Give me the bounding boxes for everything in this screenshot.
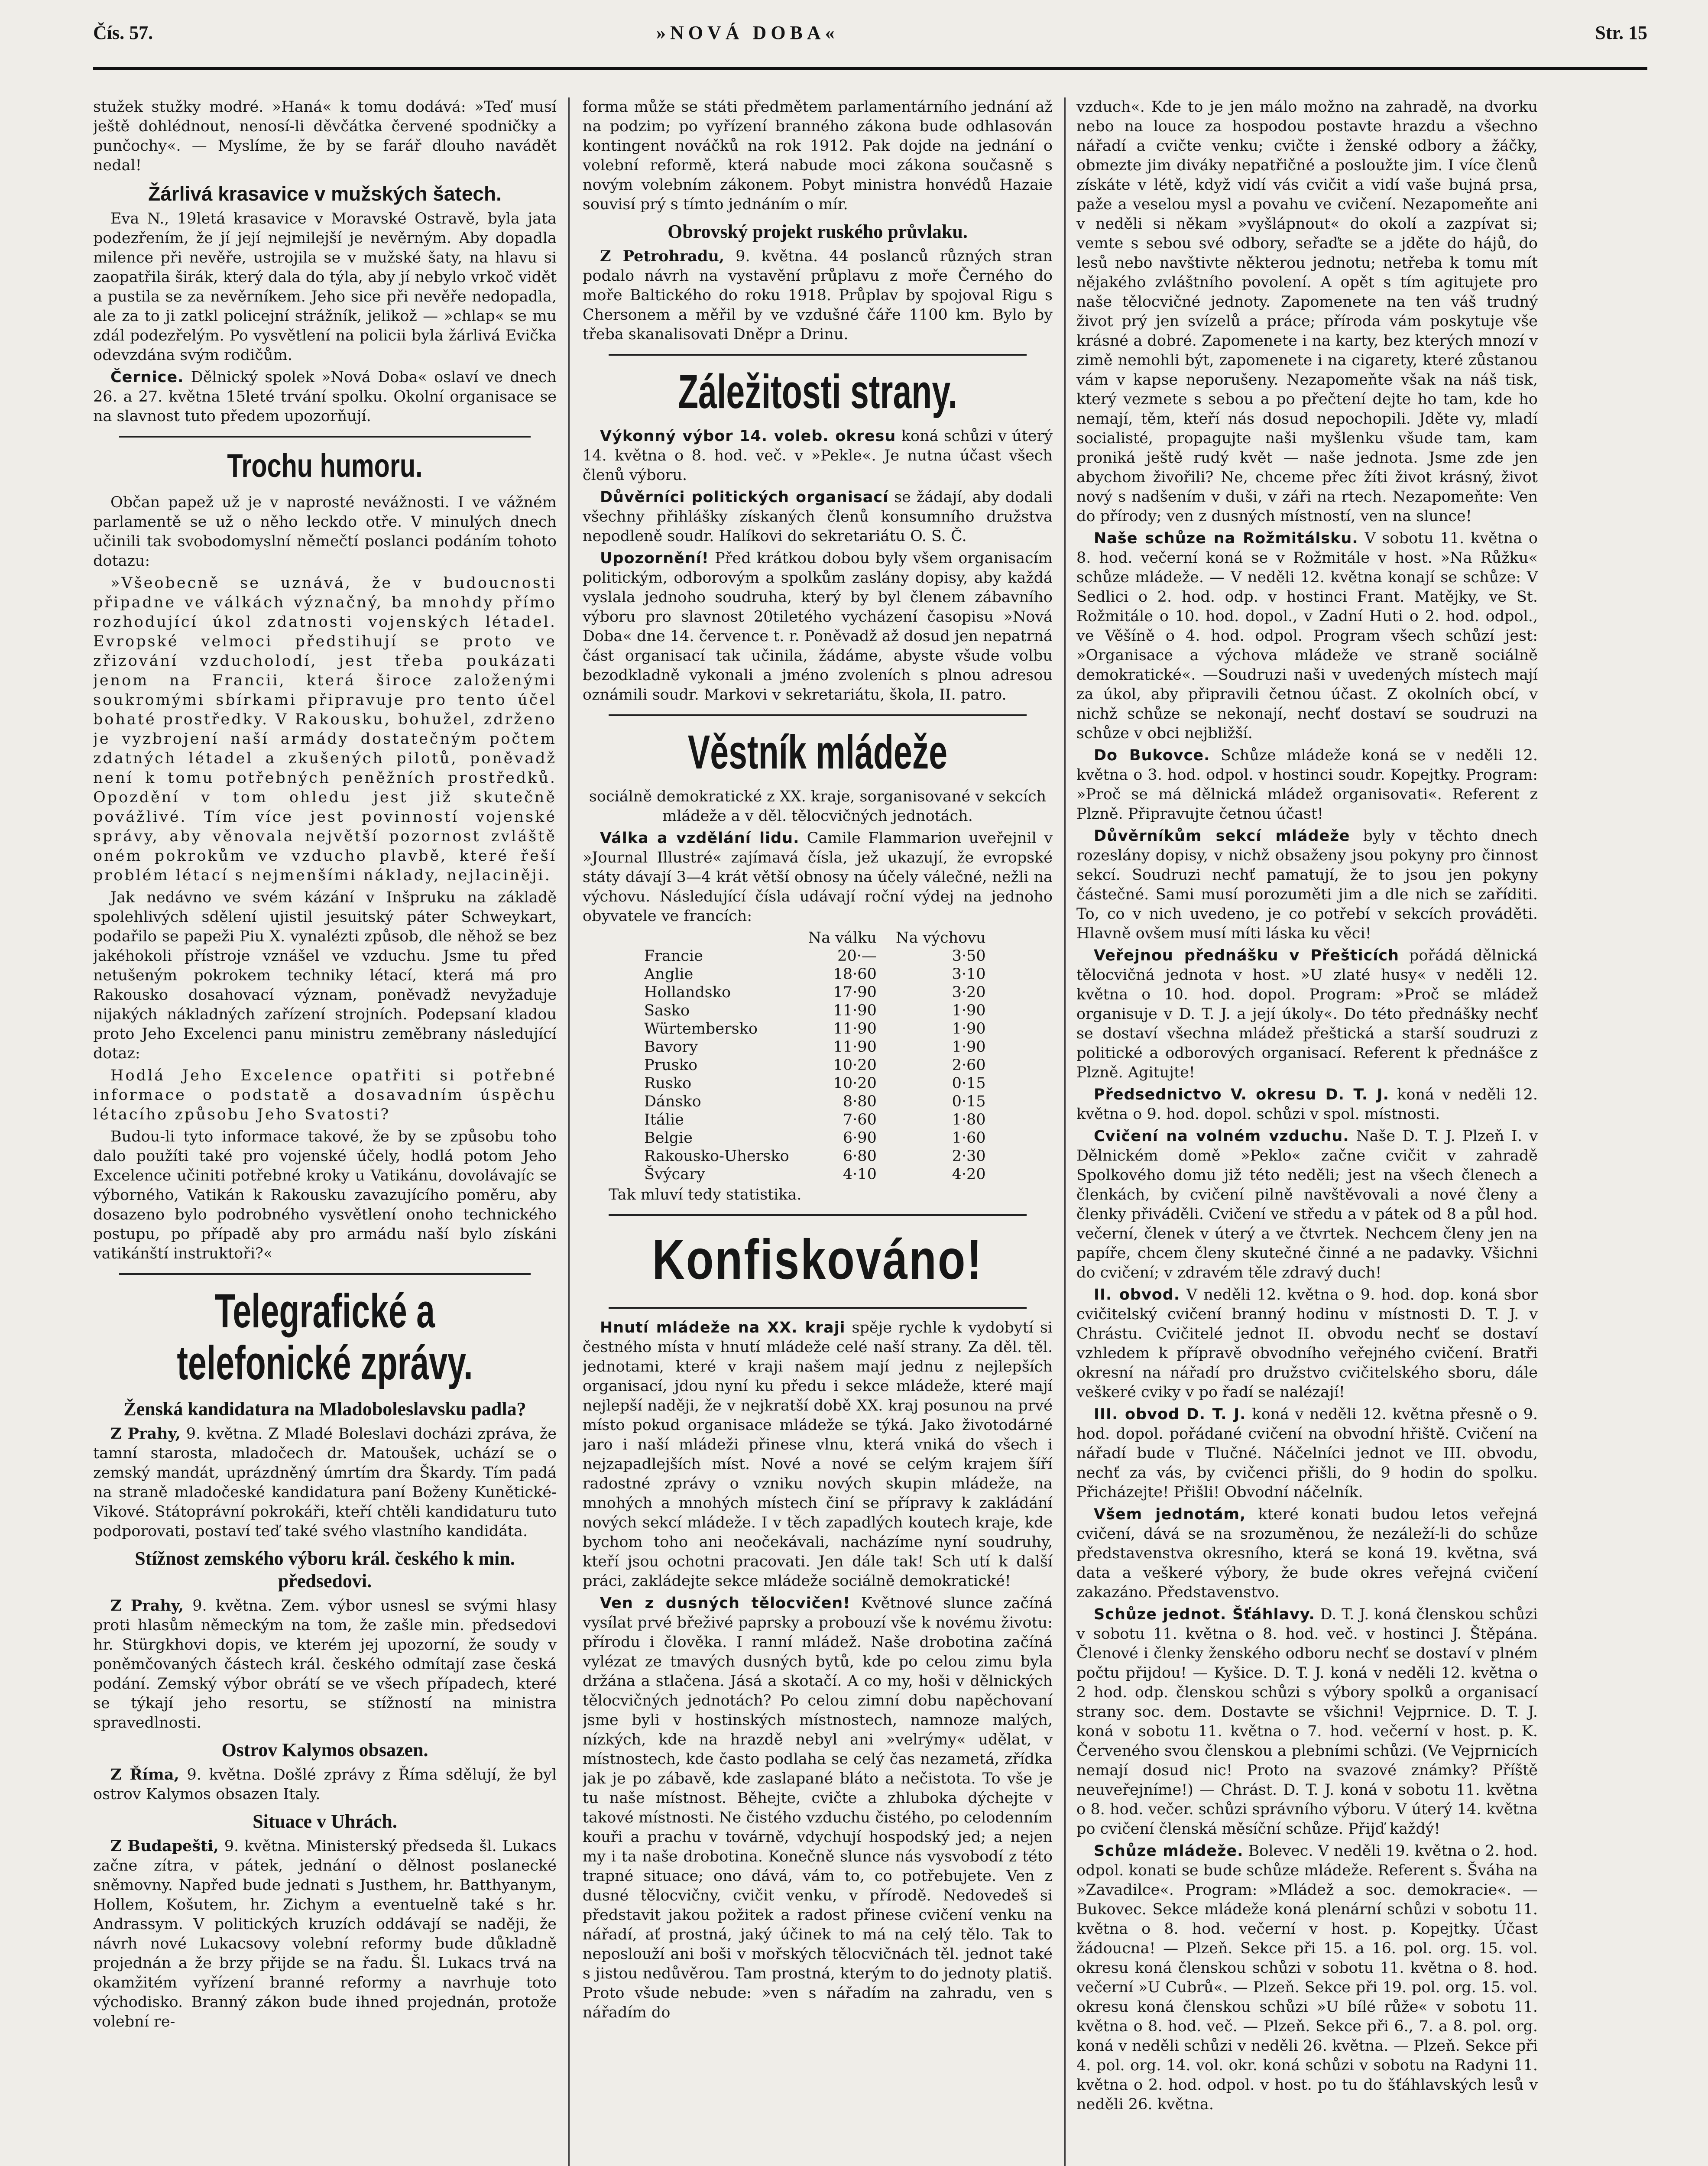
paragraph-text: Camile Flammarion uveřejnil v »Journal Illustré« zajímavá čísla, jež ukazují, že evropské státy dávají 3—4 krát větší obnosy na účely válečné, nežli na výchovu. Následující čísla udávají roční výdej na jednoho obyvatele ve francích: [583, 830, 1053, 925]
education-spending-cell: 0·15 [952, 1093, 986, 1110]
issue-number: Čís. 57. [93, 22, 153, 43]
table-row [635, 1038, 995, 1056]
paragraph-text: koná v neděli 12. května o 9. hod. dopol. schůzi v spol. místnosti. [1076, 1086, 1538, 1123]
section-rule [609, 354, 1027, 356]
war-spending-cell: 6·90 [843, 1129, 877, 1147]
column-separator [1064, 97, 1066, 2166]
paragraph-text: se žádají, aby dodali všechny přihlášky získaných členů konsumního družstva nepodleně soudr. Halíkovi do sekretariátu O. S. Č. [583, 489, 1053, 545]
paragraph-lead: Veřejnou přednášku v Přešticích [1094, 947, 1399, 964]
country-cell: Rakousko-Uhersko [644, 1148, 789, 1165]
table-row [635, 1002, 995, 1020]
education-spending-cell: 1·90 [952, 1038, 986, 1056]
article-paragraph [1076, 1505, 1538, 1602]
country-cell: Švýcary [644, 1166, 705, 1183]
war-spending-cell: 18·60 [833, 966, 877, 983]
education-spending-cell: 3·20 [952, 984, 986, 1001]
article-paragraph: Budou-li tyto informace takové, že by se způsobu toho dalo použíti také pro vojenské účely, hodlá potom Jeho Excelence učiniti potřebné kroky u Vatikánu, dovolávajíc se výborného, Vatikán k Rakousku zavazujícího poměru, aby dosazeno bylo podrobného vysvětlení onoho technického postupu, po případě aby pro armádu naší bylo získáni vatikánští instruktoři?« [93, 1128, 557, 1262]
section-rule [119, 1273, 531, 1275]
war-spending-cell: 4·10 [843, 1166, 877, 1183]
war-spending-cell: 11·90 [833, 1038, 877, 1056]
section-heading: Telegrafické a telefonické zprávy. [177, 1284, 473, 1390]
paragraph-lead: Naše schůze na Rožmitálsku. [1094, 530, 1358, 547]
news-paragraph [93, 1596, 557, 1733]
table-header-blank [635, 929, 799, 947]
header-rule [93, 67, 1647, 70]
paragraph-text: 9. května. 44 poslanců různých stran podalo návrh na vystavění průplavu z moře Černého do moře Baltického do roku 1918. Průplav by spojoval Rigu s Chersonem a měřil by ve vzdušné čáře 1100 km. Bylo by třeba skanalisovati Dněpr a Drinu. [583, 248, 1053, 343]
table-row [635, 1111, 995, 1129]
article-paragraph [1076, 1405, 1538, 1502]
section-heading: Trochu humoru. [227, 447, 423, 484]
paragraph-lead: Hnutí mládeže na XX. kraji [600, 1319, 846, 1336]
masthead-title: »NOVÁ DOBA« [656, 22, 839, 43]
war-spending-cell: 6·80 [843, 1148, 877, 1165]
article-heading: Žárlivá krasavice v mužských šatech. [148, 182, 502, 205]
table-row [635, 1074, 995, 1093]
article-continuation: forma může se státi předmětem parlamentárního jednání až na podzim; po vyřízení branného zákona bude odhlasován kontingent nováčků na rok 1912. Pak dojde na jednání o volební reformě, která nabude moci zákona současně s novým volebním zákonem. Pobyt ministra honvédů Hazaie souvisí prý s tímto jednáním o mír. [583, 98, 1053, 213]
article-paragraph [1076, 827, 1538, 944]
country-cell: Würtembersko [644, 1020, 758, 1038]
column-separator [568, 97, 570, 2166]
education-spending-cell: 1·80 [952, 1111, 986, 1128]
article-paragraph [1076, 1605, 1538, 1839]
article-paragraph: Hodlá Jeho Excelence opatřiti si potřebné informace o podstatě a dosavadním úspěchu létacího způsobu Jeho Svatosti? [93, 1067, 557, 1123]
war-spending-cell: 10·20 [833, 1075, 877, 1092]
education-spending-cell: 3·50 [952, 947, 986, 965]
paragraph-text: které konati budou letos veřejná cvičení, dává se na srozuměnou, že nezáleží-li do schůze představenstva okresního, která se koná 19. května, svá data a veškeré výbory, že bude okres veřejná cvičení zakazáno. Představenstvo. [1076, 1506, 1538, 1601]
paragraph-lead: Důvěrníci politických organisací [600, 489, 889, 506]
article-paragraph [1076, 746, 1538, 824]
paragraph-text: Květnové slunce začíná vysílat prvé břeživé paprsky a probouzí vše k novému životu: přírodu i člověka. I ranní mládež. Naše drobotina začíná vylézat ze tmavých dusných bytů, kde po celou zimu byla držána a stlačena. Jásá a skotačí. A co my, hoši v dělnických tělocvičných jednotách? Po celou zimní dobu napěchovaní jsme byli v hostinských místnostech, namnoze malých, nízkých, kde na hrazdě nebyl ani »velrýmy« udělat, v místnostech, kde často podlaha se celý čas nezametá, zřídka jak je po zábavě, kde zaslapané bláto a nečistota. To vše je tu naše místnost. Běhejte, cvičte a zhluboka dýchejte v takové místnosti. Ne čistého vzduchu čistého, po celodenním kouři a prachu v továrně, vdychují hospodský jed; a nejen my i ta naše drobotina. Konečně slunce nás vysvobodí z této trapné situace; ono dává, vám to, co potřebujete. Ven z dusné tělocvičny, cvičit venku, v přírodě. Nedovedeš si představit jakou požitek a radost přinese cvičení venku na nářadí, ať prostná, jaký účinek to má na celý tělo. Tak to neposlouží ani boši v mořských tělocvičnách těl. jednot také s jistou nedůvěrou. Tam prostná, kterým to do jednoty platiš. Proto všude nebude: »ven s nářadím na zahradu, ven s nářadím do [583, 1595, 1053, 2021]
article-paragraph [93, 368, 557, 426]
table-header-row [635, 929, 995, 947]
paragraph-text: 9. května. Ministerský předseda šl. Lukacs začne zítra, v pátek, jednání o dělnost poslanecké sněmovny. Napřed bude jednati s Justhem, hr. Batthyanym, Hollem, Košutem, hr. Zichym a eventuelně také s hr. Andrassym. V politických kruzích oddávají se naději, že návrh nové Lukacsovy volební reformy bude důkladně projednán a že brzy přijde se na řadu. Šl. Lukacs trvá na okamžitém vyřízení branné reformy a navrhuje toto východisko. Branný zákon bude ihned projednán, protože volební re- [93, 1838, 557, 2030]
education-spending-cell: 1·60 [952, 1129, 986, 1147]
table-header: Na válku [808, 929, 877, 947]
dateline: Z Říma, [110, 1766, 179, 1783]
table-row [635, 1020, 995, 1038]
war-spending-cell: 10·20 [833, 1057, 877, 1074]
paragraph-lead: Výkonný výbor 14. volеb. okresu [600, 428, 896, 445]
section-rule [609, 1307, 1027, 1309]
news-subheading: Obrovský projekt ruského průvlaku. [668, 221, 968, 242]
news-paragraph [93, 1765, 557, 1804]
dateline: Z Prahy, [110, 1425, 181, 1443]
table-row [635, 1056, 995, 1074]
column-1 [93, 97, 557, 2166]
country-cell: Anglie [644, 966, 694, 983]
expenditure-table [635, 929, 995, 1184]
table-row [635, 947, 995, 965]
country-cell: Prusko [644, 1057, 698, 1074]
article-paragraph [583, 549, 1053, 705]
table-row [635, 1093, 995, 1111]
article-paragraph [1076, 946, 1538, 1083]
war-spending-cell: 20·— [837, 947, 877, 965]
article-paragraph [583, 1318, 1053, 1591]
page-number: Str. 15 [1595, 22, 1647, 43]
table-row [635, 1165, 995, 1184]
news-paragraph [93, 1836, 557, 2032]
article-paragraph [1076, 1127, 1538, 1283]
education-spending-cell: 4·20 [952, 1166, 986, 1183]
paragraph-lead: Válka a vzdělání lidu. [600, 830, 800, 847]
article-paragraph [1076, 1085, 1538, 1124]
table-note: Tak mluví tedy statistika. [609, 1186, 802, 1203]
country-cell: Francie [644, 947, 703, 965]
article-paragraph: Občan papež už je v naprosté nevážnosti. I ve vážném parlamentě se už o něho leckdo otře. V minulých dnech učinili tak svobodomyslní němečtí poslanci podáním tohoto dotazu: [93, 494, 557, 570]
paragraph-text: Před krátkou dobou byly všem organisacím politickým, odborovým a spolkům zaslány dopisy, aby každá vyslala jednoho soudruha, který by byl členem zábavního výboru pro slavnost 20tiletého vycházení časopisu »Nová Doba« dne 14. července t. r. Poněvadž až dosud jen nepatrná část organisací tak učinila, žádáme, abyste všude volbu bezodkladně vykonali a jméno zvoleních s plnou adresou oznámili soudr. Markovi v sekretariátu, škola, II. patro. [583, 550, 1053, 704]
war-spending-cell: 11·90 [833, 1002, 877, 1019]
table-header: Na výchovu [895, 929, 986, 947]
confiscated-notice: Konfiskováno! [652, 1228, 983, 1291]
news-paragraph [93, 1424, 557, 1541]
paragraph-text: Schůze mládeže koná se v neděli 12. května o 3. hod. odpol. v hostinci soudr. Kopejtky. Program: »Proč se má dělnická mládež organisovati«. Referent z Plzně. Připravujte četnou účast! [1076, 747, 1538, 823]
section-heading: Věstník mládeže [687, 726, 948, 779]
news-subheading: Situace v Uhrách. [253, 1811, 397, 1832]
education-spending-cell: 2·30 [952, 1148, 986, 1165]
paragraph-lead: Ven z dusných tělocvičen! [600, 1595, 851, 1612]
article-paragraph [583, 829, 1053, 926]
education-spending-cell: 1·90 [952, 1020, 986, 1038]
country-cell: Rusko [644, 1075, 692, 1092]
paragraph-lead: Upozornění! [600, 550, 709, 567]
paragraph-text: koná schůzi v úterý 14. května o 8. hod. več. v »Pekle«. Je nutna účast všech členů výboru. [583, 428, 1053, 484]
war-spending-cell: 17·90 [833, 984, 877, 1001]
article-paragraph [583, 1594, 1053, 2023]
paragraph-text: 9. května. Z Mladé Boleslavi docházi zpráva, že tamní starosta, mladočech dr. Matoušek, uchází se o zemský mandát, uprázdněný úmrtím dra Škardy. Tím padá na straně mladočeské kandidatura paní Boženy Kunětické-Vikové. Státoprávní pokrokáři, kteří chtěli kandidaturu tuto podporovati, postaví teď také svého vlastního kandidáta. [93, 1425, 557, 1540]
paragraph-lead: Do Bukovce. [1094, 747, 1210, 764]
paragraph-lead: Schůze jednot. Šťáhlavy. [1094, 1606, 1315, 1623]
paragraph-text: koná v neděli 12. května přesně o 9. hod. dopol. pořádané cvičení na obvodní hřiště. Cvičení na nářadí bude v Tlučné. Náčelníci jednot ve III. obvodu, nechť za vás, by cvičenci přišli, do 9 hodin do spolku. Přicházejte! Přišli! Obvodní náčelník. [1076, 1406, 1538, 1501]
paragraph-lead: Všem jednotám, [1094, 1506, 1246, 1523]
paragraph-lead: Důvěrníkům sekcí mládeže [1094, 827, 1350, 845]
paragraph-lead: Černice. [110, 369, 184, 386]
page-header [93, 17, 1647, 65]
paragraph-lead: II. obvod. [1094, 1286, 1180, 1303]
country-cell: Bavory [644, 1038, 698, 1056]
section-heading: Záležitosti strany. [678, 365, 957, 418]
country-cell: Belgie [644, 1129, 693, 1147]
table-row [635, 965, 995, 983]
column-3 [1076, 97, 1538, 2166]
paragraph-lead: Cvičení na volném vzduchu. [1094, 1128, 1349, 1145]
country-cell: Itálie [644, 1111, 684, 1128]
article-paragraph [1076, 1842, 1538, 2114]
news-paragraph [583, 246, 1053, 344]
section-rule [609, 1214, 1027, 1216]
education-spending-cell: 3·10 [952, 966, 986, 983]
table-row [635, 983, 995, 1002]
article-continuation: vzduch«. Kde to je jen málo možno na zahradě, na dvorku nebo na louce za hospodou postavte hrazdu a všechno nářadí a cvičte venku; cvičte i ženské odbory a žáčky, obmezte jim diváky nepatřičné a posloužte jim. I více členů získáte v létě, když vidí vás cvičit a vidí vaše bujná prsa, paže a veselou mysl a povahu ve cvičení. Nezapomeňte ani v neděli si někam »vyšlápnout« do okolí a zazpívat si; vemte s sebou své odbory, seřaďte se a jděte do hájů, do lesů nebo navštivte některou jednotu; netřeba k tomu mít nějakého zvláštního povolení. A opět s tím agitujete pro naše tělocvičné jednoty. Zapomenete na ten váš trudný život prý jen svízelů a práce; příroda vám poskytuje vše krásné a dobré. Zapomenete i na karty, bez kterých mnozí v zimě nemohli být, zapomenete i na cigarety, které zůstanou vám v kapse neporušeny. Nezapomeňte však na náš tisk, který vezmete s sebou a po přečtení dejte ho tam, kde ho nemají, těm, kteří nás dosud nepochopili. Jděte vy, mladí socialisté, propagujte naši myšlenku všude tam, kam proniká ještě rudý květ — naše jednota. Jsme zde jen abychom živořili? Ne, chceme přec žíti život krásný, život nový s nadšením v duši, v záři na rtech. Nezapomeňte: Ven do přírody; ven z dusných místností, ven na slunce! [1076, 98, 1538, 525]
paragraph-text: Dělnický spolek »Nová Doba« oslaví ve dnech 26. a 27. května 15leté trvání spolku. Okolní organisace se na slavnost tuto předem upozorňují. [93, 369, 557, 425]
paragraph-text: byly v těchto dnech rozeslány dopisy, v nichž obsaženy jsou pokyny pro činnost sekcí. Soudruzi nechť pamatují, že to jsou jen pokyny částečné. Sami musí porozuměti jim a dle nich se zaříditi. To, co v nich uvedeno, je co potřebí v sekcích prováděti. Hlavně ovšem musí míti láska ku věci! [1076, 827, 1538, 942]
news-subheading: Stížnost zemského výboru král. českého k min. předsedovi. [135, 1548, 515, 1592]
article-paragraph [1076, 529, 1538, 743]
article-paragraph: Jak nedávno ve svém kázání v Inšpruku na základě spolehlivých sdělení ujistil jesuitský páter Schweykart, podařilo se papeži Piu X. vynalézti způsob, dle něhož se bez jakéhokoli přístroje vznášel ve vzduchu. Jsme tu před netušeným pokrokem techniky létací, která má pro Rakousko dosahovací význam, poněvadž nevyžaduje nijakých nákladných zařízení strojních. Podepsaní kladou proto Jeho Excelenci panu ministru zeměbrany následující dotaz: [93, 889, 557, 1062]
article-continuation: stužek stužky modré. »Haná« k tomu dodává: »Teď musí ještě dohlédnout, nenosí-li děvčátka červené spodničky a punčochy«. — Myslíme, že by se farář dlouho navádět nedal! [93, 98, 557, 174]
paragraph-text: 9. května. Zem. výbor usnesl se svými hlasy proti hlasům německým na tom, že zašle min. předsedovi hr. Stürgkhovi dopis, ve kterém jej upozorní, že soudy v poněmčovaných částech král. českého odmítají zase česká podání. Zemský výbor obrátí se ve všech případech, které se týkají jeho resortu, se stížností na ministra spravedlnosti. [93, 1597, 557, 1732]
section-subtitle: sociálně demokratické z XX. kraje, sorganisované v sekcích mládeže a v děl. tělocvičných jednotách. [589, 788, 1047, 825]
paragraph-lead: III. obvod D. T. J. [1094, 1406, 1246, 1423]
dateline: Z Prahy, [110, 1597, 184, 1615]
country-cell: Dánsko [644, 1093, 701, 1110]
article-paragraph [583, 427, 1053, 485]
table-row [635, 1147, 995, 1165]
war-spending-cell: 7·60 [843, 1111, 877, 1128]
paragraph-text: pořádá dělnická tělocvičná jednota v host. »U zlaté husy« v neděli 12. května o 10. hod. dopol. Program: »Proč se mládež organisuje v D. T. J. a její úkoly«. Do této přednášky nechť se dostaví všechna mládež přeštická a starší soudruzi z politické a odborových organisací. Referent k přednášce z Plzně. Agitujte! [1076, 947, 1538, 1081]
article-paragraph: Eva N., 19letá krasavice v Moravské Ostravě, byla jata podezřením, že jí její nejmilejší je nevěrným. Aby dopadla milence při nevěře, ustrojila se v mužské šaty, na hlavu si zaopatřila širák, který dala do týla, aby jí nebylo vrkoč vidět a pustila se za nevěrníkem. Jeho sice při nevěře nedopadla, ale za to ji zatkl policejní strážník, jelikož — »chlap« se mu zdál podezřelým. Po vysvětlení na policii byla žárlivá Evička odevzdána svým rodičům. [93, 210, 557, 364]
war-spending-cell: 8·80 [843, 1093, 877, 1110]
table-row [635, 1129, 995, 1147]
section-rule [609, 714, 1027, 716]
article-paragraph [583, 488, 1053, 546]
education-spending-cell: 0·15 [952, 1075, 986, 1092]
section-rule [119, 436, 531, 438]
news-subheading: Ostrov Kalymos obsazen. [221, 1739, 428, 1761]
article-paragraph: »Všeobecně se uznává, že v budoucnosti připadne ve válkách význačný, ba mnohdy přímo rozhodující úkol zdatnosti vojenských létadel. Evropské velmoci předstihují se proto ve zřizování vzducholodí, jest třeba poukázati jenom na Francii, která široce založenými soukromými sbírkami připravuje pro tento účel bohaté prostředky. V Rakousku, bohužel, zdrženo je vyzbrojení naší armády dostatečným počtem zdatných létadel a zkušených pilotů, poněvadž není k tomu potřebných peněžních prostředků. Opozdění v tom ohledu jest již skutečně povážlivé. Tím více jest povinností vojenské správy, aby věnovala největší pozornost zvláště oném pokrokům ve vzducho plavbě, které řeší problém létací s nejmenšími náklady, nejlaciněji. [93, 574, 557, 884]
paragraph-text: 9. května. Došlé zprávy z Říma sdělují, že byl ostrov Kalymos obsazen Italy. [93, 1766, 557, 1803]
dateline: Z Petrohradu, [600, 247, 725, 265]
paragraph-text: Bolevec. V neděli 19. května o 2. hod. odpol. konati se bude schůze mládeže. Referent s. Šváha na »Zavadilce«. Program: »Mládež a soc. demokracie«. — Bukovec. Sekce mládeže koná plenární schůzi v sobotu 11. května o 8. hod. večerní v host. p. Kopejtky. Účast žádoucna! — Plzeň. Sekce při 15. a 16. pol. org. 15. vol. okresu koná členskou schůzi v sobotu 11. května o 8. hod. večerní »U Cubrů«. — Plzeň. Sekce při 19. pol. org. 15. vol. okresu koná členskou schůzi »U bílé růže« v sobotu 11. května o 8. hod. več. — Plzeň. Sekce při 6., 7. a 8. pol. org. koná v neděli schůzi v neděli 26. května. — Plzeň. Sekce při 4. pol. org. 14. vol. okr. koná schůzi v sobotu na Radyni 11. května o 2. hod. odpol. v host. po tu do šťáhlavských lesů v neděli 26. května. [1076, 1842, 1538, 2113]
column-2 [583, 97, 1053, 2166]
country-cell: Sasko [644, 1002, 690, 1019]
education-spending-cell: 1·90 [952, 1002, 986, 1019]
paragraph-lead: Předsednictvo V. okresu D. T. J. [1094, 1086, 1389, 1103]
news-subheading: Ženská kandidatura na Mladoboleslavsku padla? [123, 1398, 526, 1420]
article-paragraph [1076, 1285, 1538, 1402]
paragraph-text: V neděli 12. května o 9. hod. dop. koná sbor cvičitelský cvičení branný hodinu v místnosti D. T. J. v Chrástu. Cvičitelé jednot II. obvodu nechť se dostaví vzhledem k přípravě obvodního veřejného cvičení. Bratři okresní na nářadí pro družstvo cvičitelského sboru, dále veškeré cviky v po řadí se nalézají! [1076, 1286, 1538, 1401]
war-spending-cell: 11·90 [833, 1020, 877, 1038]
paragraph-text: D. T. J. koná členskou schůzi v sobotu 11. května o 8. hod. več. v hostinci J. Štěpána. Členové i členky ženského odboru nechť se dostaví v plném počtu přijdou! — Kyšice. D. T. J. koná v neděli 12. května o 2 hod. odp. členskou schůzi s výbory spolků a organisací strany soc. dem. Dostavte se všichni! Vejprnice. D. T. J. koná v sobotu 11. května o 7. hod. večerní v host. p. K. Červeného svou členskou a plebními schůzi. (Ve Vejprnicích nemají dosud nic! Proto na svazové známky? Příště neuveřejníme!) — Chrást. D. T. J. koná v sobotu 11. května o 8. hod. večer. schůzi správního výboru. V úterý 14. května po cvičení členská měsíční schůze. Přijď každý! [1076, 1606, 1538, 1838]
dateline: Z Budapešti, [110, 1837, 219, 1855]
paragraph-lead: Schůze mládeže. [1094, 1842, 1244, 1860]
paragraph-text: Naše D. T. J. Plzeň I. v Dělnickém domě »Peklo« začne cvičit v zahradě Spolkového domu již této neděli; jest na všech členech a členkách, by cvičení pilně navštěvovali a nové členy a členky přiváděli. Cvičení ve středu a v pátek od 8 a půl hod. večerní, členek v úterý a ve čtvrtek. Nechcem členy jen na papíře, chcem členy skutečné činné a ne padavky. Všichni do cvičení; v zdravém těle zdravý duch! [1076, 1128, 1538, 1281]
table-body [635, 947, 995, 1184]
paragraph-text: spěje rychle k vydobytí si čestného místa v hnutí mládeže celé naší strany. Za děl. těl. jednotami, které v kraji našem mají jednu z nejlepších organisací, jdou nyní ku předu i sekce mládeže, které mají nejlepší naději, že v nejkratší době XX. kraj posunou na prvé místo pokud organisace mládeže se týká. Jako životodárné jaro i naší mládeži přinese vlnu, která vniká do všech i nejzapadlejších míst. Nové a nové se celým krajem šíří radostné zprávy o vzniku nových skupin mládeže, na mnohých a mnohých místech činí se přípravy k zakládání nových sekcí mládeže. I v těch zapadlých koutech kraje, kde bychom toho ani neočekávali, nacházíme nyní soudruhy, kteří jsou ochotni pracovati. Jen dále tak! Sch utí k další práci, zakládejte sekce mládeže sociálně demokratické! [583, 1319, 1053, 1590]
education-spending-cell: 2·60 [952, 1057, 986, 1074]
paragraph-text: V sobotu 11. května o 8. hod. večerní koná se v Rožmitále v host. »Na Růžku« schůze mládeže. — V neděli 12. května konají se schůze: V Sedlici o 2. hod. odp. v hostinci Frant. Matějky, ve St. Rožmitále o 10. hod. dopol., v Zadní Huti o 2. hod. odpol., ve Věšíně o 4. hod. odpol. Program všech schůzí jest: »Organisace a výchova mládeže ve straně sociálně demokratické«. —Soudruzi naši v uvedených místech mají za úkol, aby připravili četnou účast. Z okolních obcí, v nichž schůze se nekonají, nechť dostaví se soudruzi na schůze v obci nejbližší. [1076, 530, 1538, 742]
country-cell: Hollandsko [644, 984, 731, 1001]
